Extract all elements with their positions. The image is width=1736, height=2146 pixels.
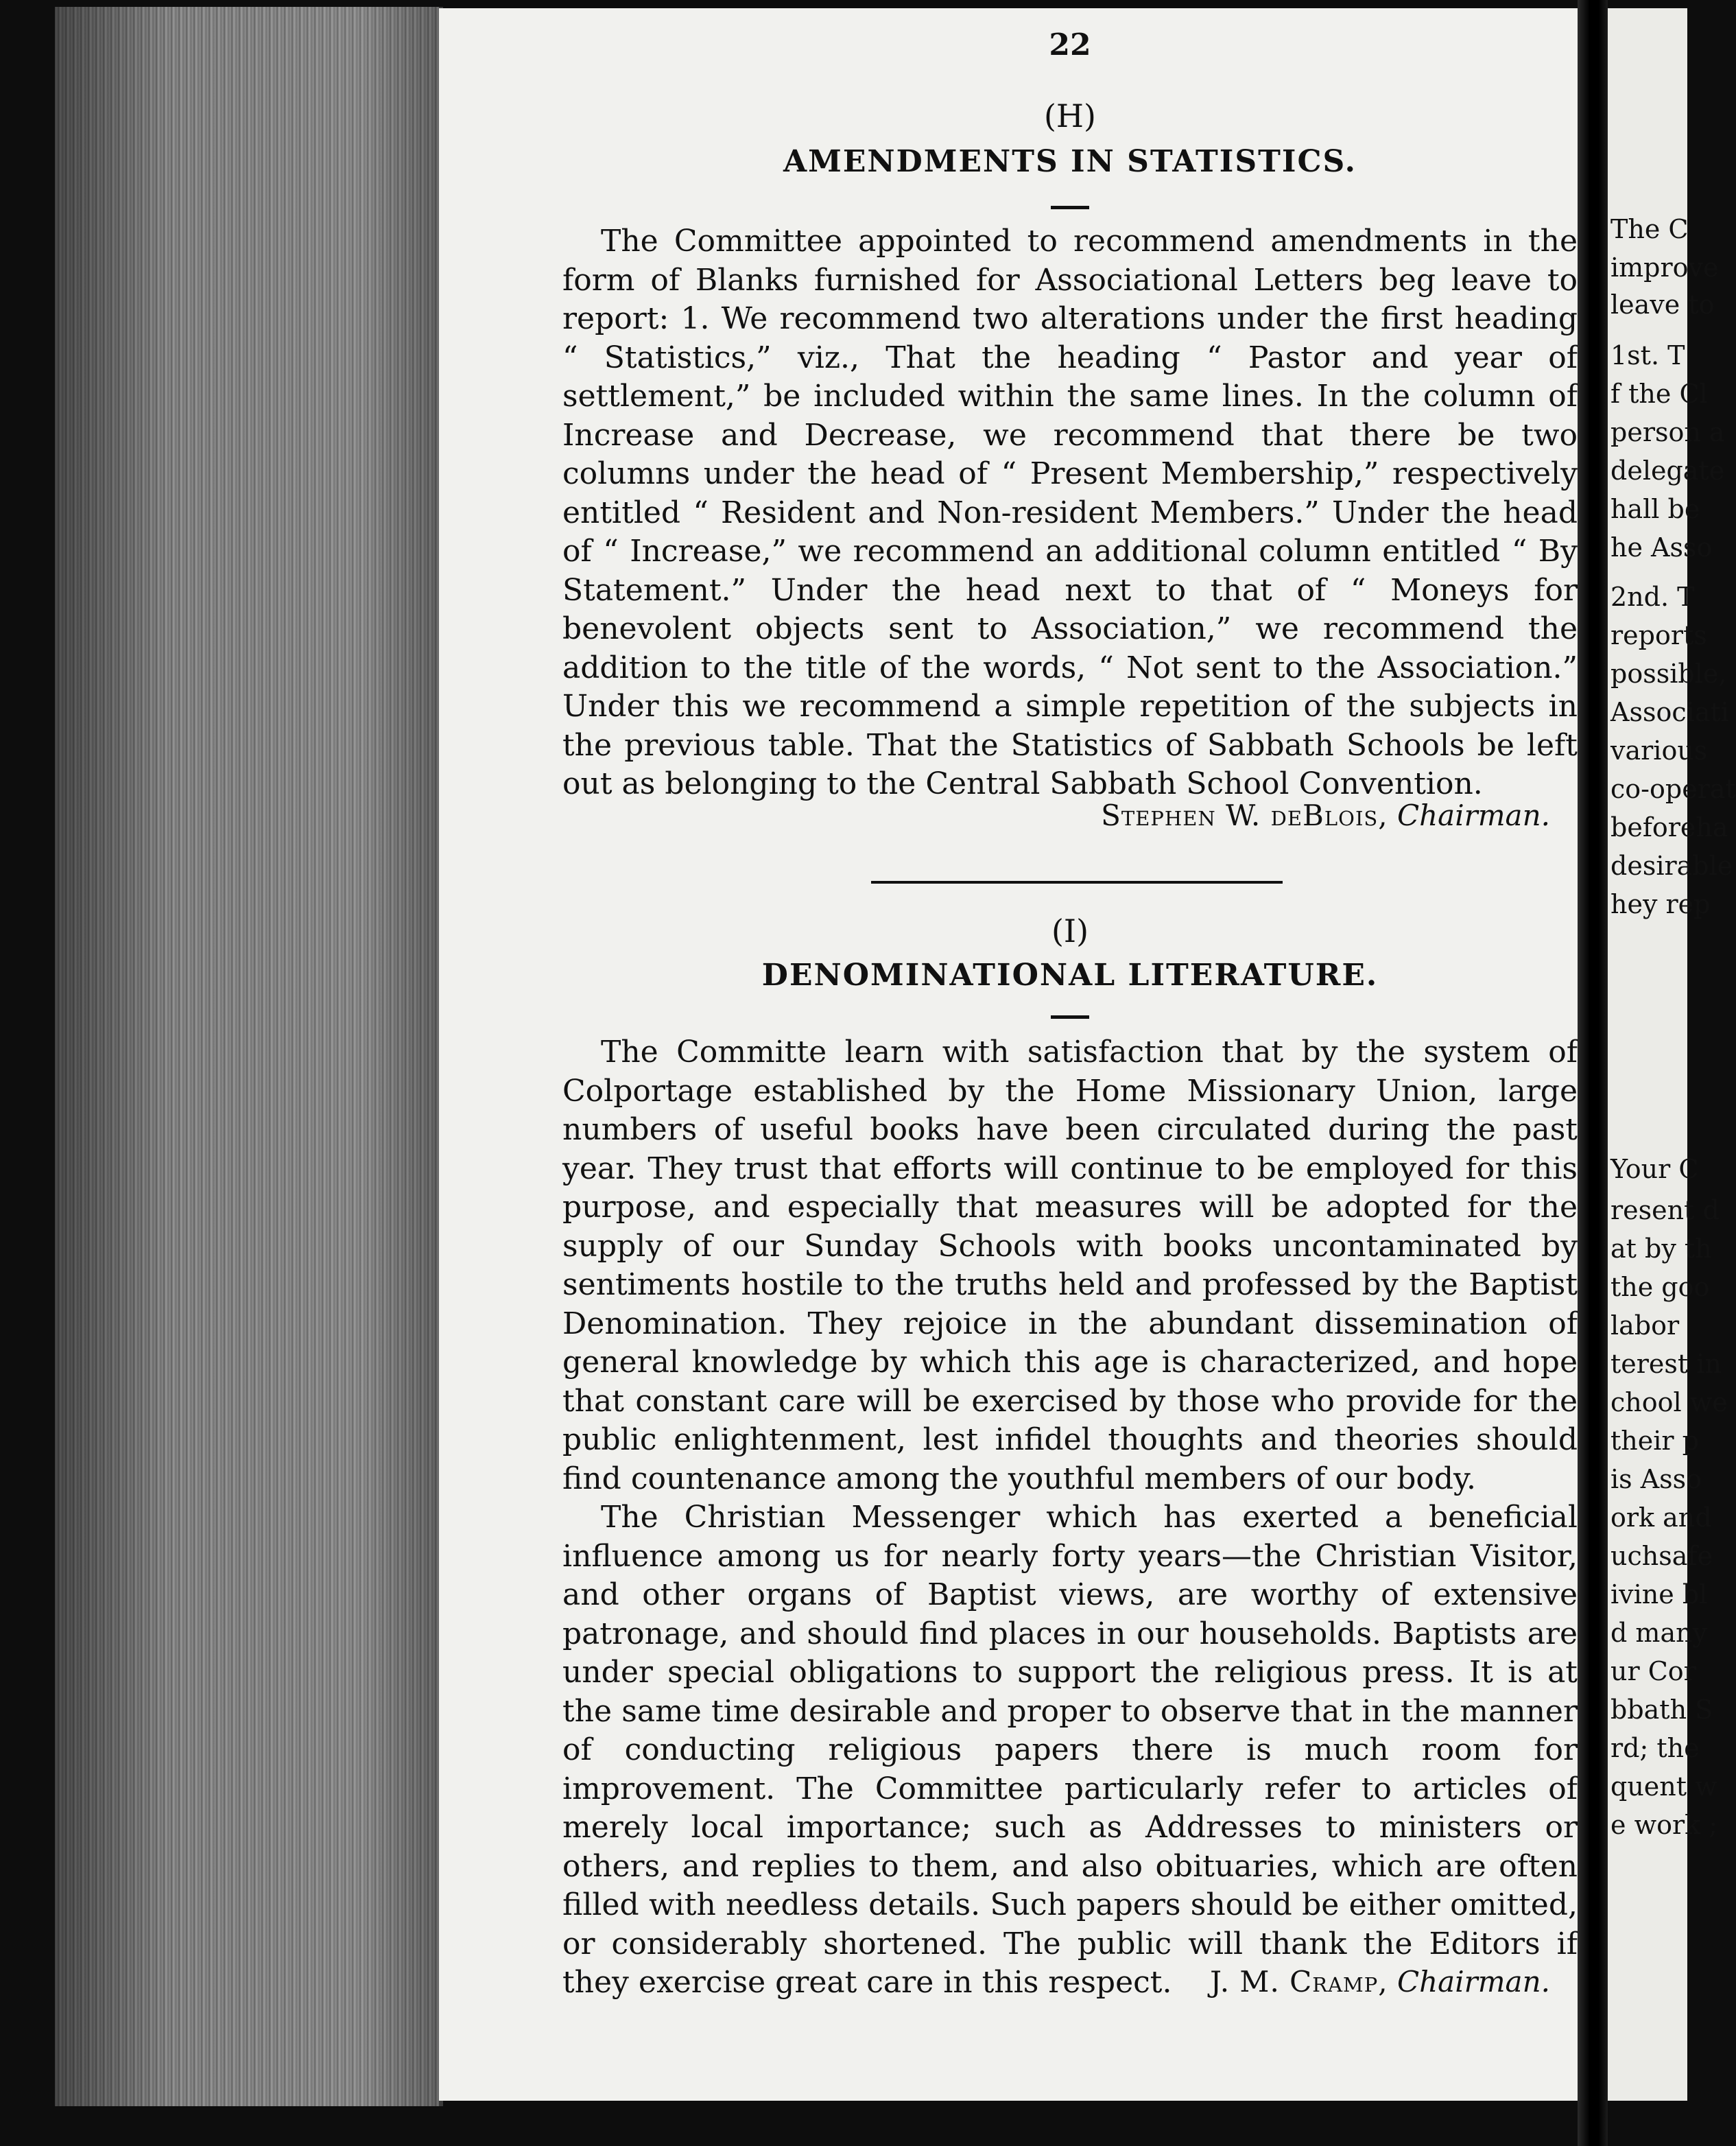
section-i-title: DENOMINATIONAL LITERATURE. [761, 958, 1379, 993]
adjacent-line: The C [1610, 214, 1689, 244]
section-i-signature-name: J. M. Cramp, [1210, 1965, 1388, 1998]
adjacent-line: possible, [1610, 659, 1727, 689]
section-i-signature [1210, 1965, 1550, 1998]
adjacent-line: Your C [1610, 1154, 1699, 1184]
adjacent-line: he Asso [1610, 532, 1713, 563]
adjacent-line: Associati [1610, 697, 1729, 727]
adjacent-line: improve [1610, 252, 1719, 283]
adjacent-line: e work ; [1610, 1810, 1718, 1840]
section-h-signature [1101, 799, 1550, 832]
adjacent-line: ivine bl [1610, 1579, 1708, 1610]
adjacent-page [1608, 8, 1736, 2101]
page-edges-shadow [55, 7, 439, 2106]
adjacent-line: labor [1610, 1310, 1680, 1341]
section-divider [871, 881, 1283, 884]
adjacent-line: rd; the [1610, 1733, 1700, 1763]
adjacent-line: the goo [1610, 1272, 1710, 1302]
adjacent-line: is Asso [1610, 1464, 1702, 1494]
adjacent-line: f the Cl [1610, 379, 1708, 409]
adjacent-line: 2nd. T [1610, 582, 1695, 612]
section-h-body [562, 222, 1578, 804]
adjacent-line: co-operat [1610, 774, 1736, 804]
adjacent-line: quent w [1610, 1771, 1717, 1802]
section-i-short-rule [1051, 1015, 1089, 1019]
adjacent-line: d many [1610, 1618, 1708, 1648]
adjacent-line: reports [1610, 620, 1707, 650]
adjacent-line: terest in [1610, 1349, 1722, 1379]
section-i-signature-role: Chairman. [1396, 1965, 1550, 1998]
section-h-signature-name: Stephen W. deBlois, [1101, 799, 1388, 832]
section-i-letter: (I) [1051, 912, 1089, 950]
adjacent-line: their p [1610, 1426, 1699, 1456]
adjacent-line: chool we [1610, 1387, 1728, 1417]
page-number: 22 [1049, 27, 1091, 62]
adjacent-line: ork and [1610, 1502, 1712, 1533]
adjacent-line: resent d [1610, 1195, 1720, 1225]
adjacent-line: uchsafe [1610, 1541, 1713, 1571]
adjacent-line: at by th [1610, 1234, 1712, 1264]
adjacent-line: desirable [1610, 851, 1733, 881]
book-page [439, 8, 1591, 2101]
section-i-paragraph-1: The Committe learn with satisfaction that by the system of Colportage established by the Home Missionary Union, large numbers of useful books have been circulated during the past year. They trust that efforts will continue to be employed for this purpose, and especially that measures will be adopted for the supply of our Sunday Schools with books uncontaminated by sentiments hostile to the truths held and professed by the Baptist Denomination. They rejoice in the abundant dissemination of general knowledge by which this age is characterized, and hope that constant care will be exercised by those who provide for the public enlightenment, lest infidel thoughts and theories should find countenance among the youthful members of our body. [562, 1035, 1578, 1496]
adjacent-line: ur Cor [1610, 1656, 1696, 1686]
section-i-body [562, 1033, 1578, 2003]
section-h-short-rule [1051, 206, 1089, 209]
adjacent-line: hey rep [1610, 889, 1711, 919]
binding-gutter [1578, 0, 1608, 2146]
section-h-letter: (H) [1043, 97, 1096, 134]
adjacent-line: person a [1610, 417, 1725, 447]
adjacent-line: leave to [1610, 290, 1715, 320]
adjacent-line: various [1610, 735, 1708, 766]
section-h-signature-role: Chairman. [1396, 799, 1550, 832]
section-h-title: AMENDMENTS IN STATISTICS. [783, 144, 1357, 179]
adjacent-line: beforeha [1610, 812, 1728, 842]
section-i-paragraph-2: The Christian Messenger which has exerted a beneficial influence among us for nearly forty years—the Christian Visitor, and other organs of Baptist views, are worthy of extensive patronage, and should find places in our households. Baptists are under special obligations to support the religious press. It is at the same time desirable and proper to observe that in the manner of conducting religious papers there is much room for improvement. The Committee particularly refer to articles of merely local importance; such as Addresses to ministers or others, and replies to them, and also obituaries, which are often filled with needless details. Such papers should be either omitted, or considerably shortened. The public will thank the Editors if they exercise great care in this respect. [562, 1500, 1578, 2000]
adjacent-line: 1st. T [1610, 340, 1685, 370]
adjacent-line: delegate [1610, 456, 1725, 486]
section-h-paragraph: The Committee appointed to recommend amendments in the form of Blanks furnished for Associational Letters beg leave to report: 1. We recommend two alterations under the first heading “ Statistics,” viz., That the heading “ Pastor and year of settlement,” be included within the same lines. In the column of Increase and Decrease, we recommend that there be two columns under the head of “ Present Membership,” respectively entitled “ Resident and Non-resident Members.” Under the head of “ Increase,” we recommend an additional column entitled “ By Statement.” Under the head next to that of “ Moneys for benevolent objects sent to Association,” we recommend the addition to the title of the words, “ Not sent to the Association.” Under this we recommend a simple repetition of the subjects in the previous table. That the Statistics of Sabbath Schools be left out as belonging to the Central Sabbath School Convention. [562, 224, 1578, 801]
adjacent-line: bbath S [1610, 1695, 1713, 1725]
adjacent-line: hall be [1610, 494, 1700, 524]
